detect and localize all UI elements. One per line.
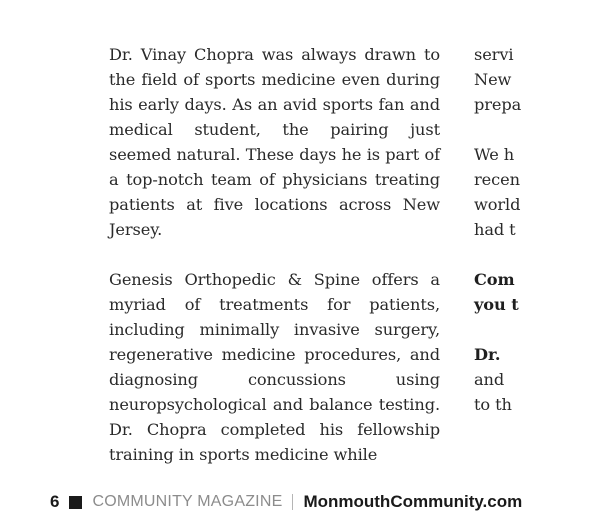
side-line: New <box>474 70 512 89</box>
side-line: Dr. <box>474 345 501 364</box>
page-number: 6 <box>50 492 60 511</box>
side-line: had t <box>474 220 516 239</box>
footer-divider <box>292 494 293 510</box>
side-line: world <box>474 195 521 214</box>
article-side-column <box>474 42 614 442</box>
magazine-name: COMMUNITY MAGAZINE <box>92 493 283 510</box>
side-paragraph <box>474 142 614 242</box>
side-line: to th <box>474 395 512 414</box>
square-bullet-icon <box>69 496 82 509</box>
side-line: prepa <box>474 95 522 114</box>
side-line: servi <box>474 45 514 64</box>
article-paragraph: Dr. Vinay Chopra was always drawn to the field of sports medicine even during his early days. As an avid sports fan and medical student, the pairing just seemed natural. These days he is part of a top-notch team of physicians treating patients at five locations across New Jersey. <box>109 45 440 239</box>
article-paragraph: Genesis Orthopedic & Spine offers a myriad of treatments for patients, including minimally invasive surgery, regenerative medicine procedures, and diagnosing concussions using neuropsychological and balance testing. Dr. Chopra completed his fellowship training in sports medicine while <box>109 270 440 464</box>
side-question <box>474 267 614 317</box>
page-footer <box>50 491 522 513</box>
side-line: recen <box>474 170 520 189</box>
side-answer <box>474 342 614 417</box>
side-line: and <box>474 370 505 389</box>
article-main-column <box>109 42 440 492</box>
website-url: MonmouthCommunity.com <box>303 492 523 511</box>
side-line: you t <box>474 295 519 314</box>
side-line: We h <box>474 145 515 164</box>
side-line: Com <box>474 270 515 289</box>
side-paragraph <box>474 42 614 117</box>
